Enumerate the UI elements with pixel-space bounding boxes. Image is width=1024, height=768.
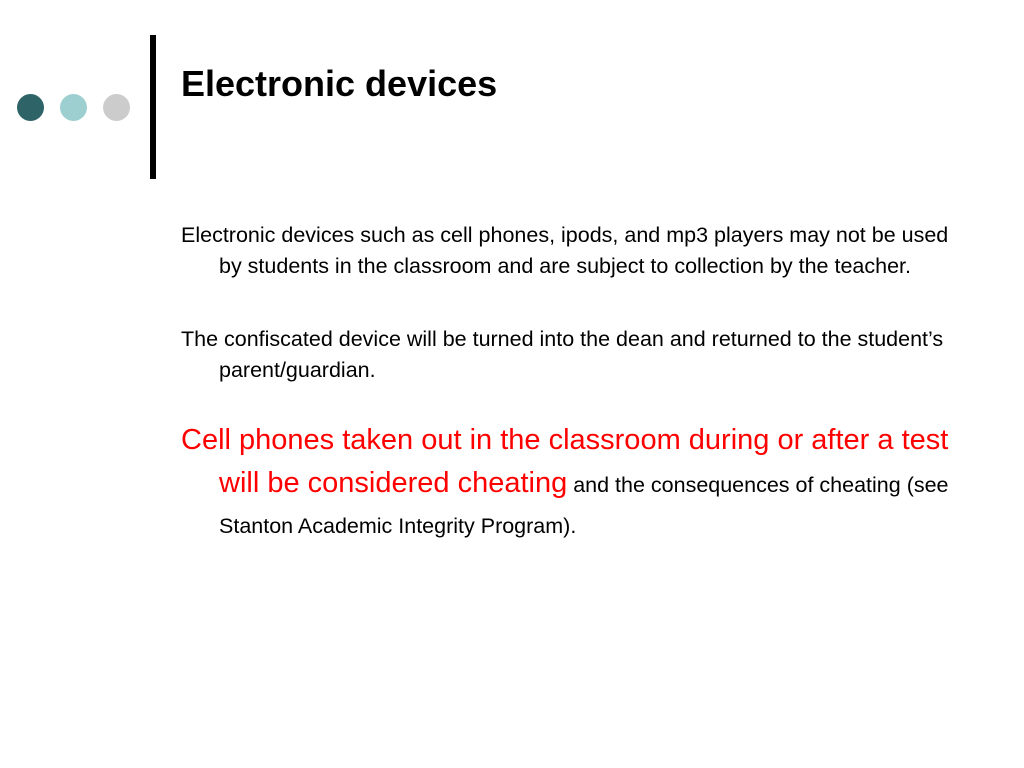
cheating-consequences: and the consequences of cheating (see Stanton Academic Integrity Program). — [219, 473, 949, 538]
paragraph-devices-policy: Electronic devices such as cell phones, ipods, and mp3 players may not be used by students in the classroom and are subject to collection by the teacher. — [181, 223, 949, 278]
decorative-dot-gray — [103, 94, 130, 121]
title-divider — [150, 35, 156, 179]
paragraph-cheating — [181, 420, 961, 547]
paragraph-confiscation: The confiscated device will be turned into the dean and returned to the student’s parent/guardian. — [181, 327, 944, 382]
cheating-warning: Cell phones taken out in the classroom during or after a test will be considered cheating — [181, 424, 949, 499]
slide-body — [181, 220, 961, 547]
decorative-dot-dark — [17, 94, 44, 121]
slide-title: Electronic devices — [181, 63, 498, 104]
decorative-dot-light — [60, 94, 87, 121]
